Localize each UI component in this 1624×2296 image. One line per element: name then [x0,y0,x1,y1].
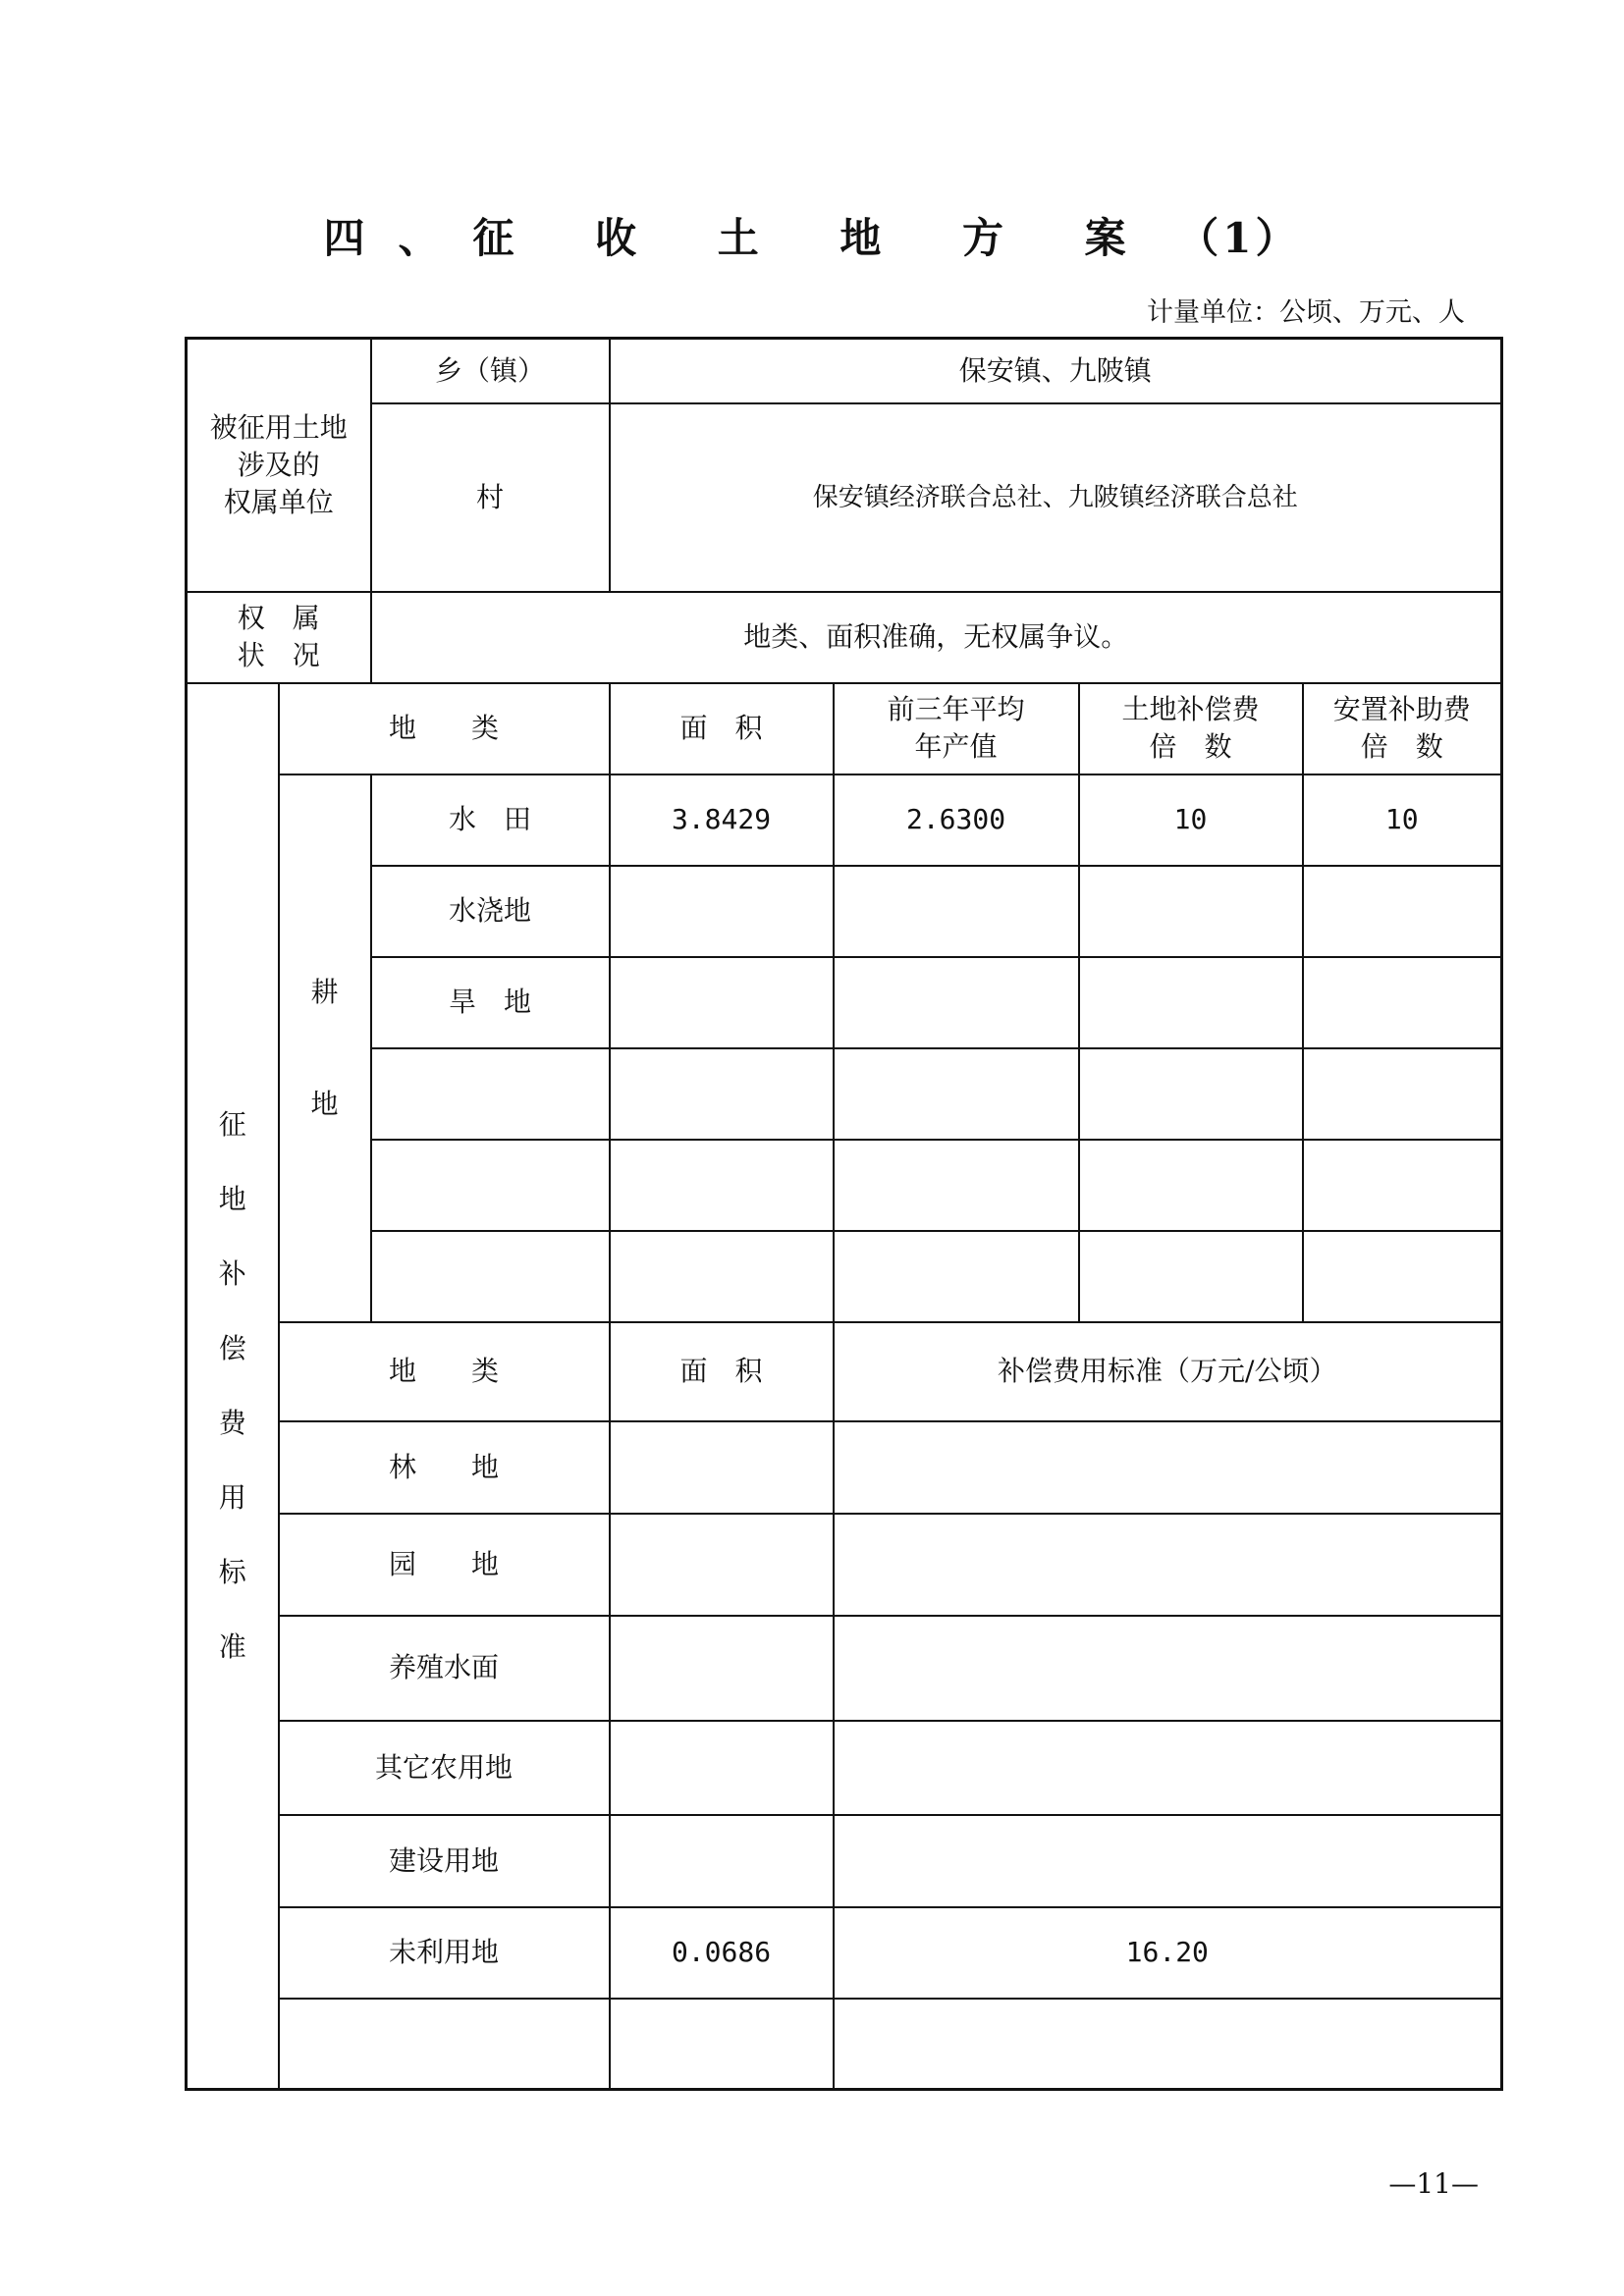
other-header-area: 面 积 [610,1322,834,1421]
other-type: 林 地 [279,1421,610,1514]
other-area [610,1421,834,1514]
table-row [187,866,1502,957]
header-land-comp-multiple: 土地补偿费 倍 数 [1079,683,1303,774]
status-value: 地类、面积准确，无权属争议。 [371,592,1502,683]
arable-type [371,1140,610,1231]
other-type: 建设用地 [279,1815,610,1907]
arable-land-comp: 10 [1079,774,1303,866]
arable-land-comp [1079,1231,1303,1322]
arable-land-comp [1079,1048,1303,1140]
arable-type: 水浇地 [371,866,610,957]
other-area [610,1616,834,1721]
arable-avg-output: 2.6300 [834,774,1079,866]
table-row [187,1048,1502,1140]
table-row [187,1231,1502,1322]
town-value: 保安镇、九陂镇 [610,339,1502,403]
village-value: 保安镇经济联合总社、九陂镇经济联合总社 [610,403,1502,592]
other-standard [834,1721,1502,1815]
compensation-section-label: 征 地 补 偿 费 用 标 准 [187,683,279,2090]
other-area [610,1999,834,2090]
ownership-section-label: 被征用土地 涉及的 权属单位 [187,339,371,592]
village-label: 村 [371,403,610,592]
header-land-type: 地 类 [279,683,610,774]
other-standard: 16.20 [834,1907,1502,1999]
header-avg-output: 前三年平均 年产值 [834,683,1079,774]
measurement-unit: 计量单位：公顷、万元、人 [1147,297,1465,328]
arable-resettle [1303,1140,1502,1231]
other-header-land-type: 地 类 [279,1322,610,1421]
other-standard [834,1999,1502,2090]
arable-avg-output [834,957,1079,1048]
arable-land-comp [1079,866,1303,957]
table-row [187,1421,1502,1514]
other-header-standard: 补偿费用标准（万元/公顷） [834,1322,1502,1421]
arable-land-label: 耕 地 [279,774,371,1322]
arable-avg-output [834,1048,1079,1140]
title-main: 四、征 收 土 地 方 案 [323,214,1160,262]
arable-type: 水 田 [371,774,610,866]
arable-resettle [1303,866,1502,957]
other-type: 未利用地 [279,1907,610,1999]
arable-area [610,1140,834,1231]
table-row [187,957,1502,1048]
land-acquisition-table [185,337,1503,2091]
arable-avg-output [834,866,1079,957]
arable-area [610,957,834,1048]
other-standard [834,1514,1502,1616]
table-row [187,1907,1502,1999]
other-type: 其它农用地 [279,1721,610,1815]
other-standard [834,1815,1502,1907]
other-area: 0.0686 [610,1907,834,1999]
title-suffix: （1） [1177,214,1301,262]
table-row [187,1514,1502,1616]
arable-area: 3.8429 [610,774,834,866]
arable-land-comp [1079,957,1303,1048]
other-area [610,1815,834,1907]
other-standard [834,1616,1502,1721]
arable-area [610,866,834,957]
other-type: 园 地 [279,1514,610,1616]
arable-area [610,1231,834,1322]
arable-resettle [1303,1048,1502,1140]
page-title [0,206,1624,265]
page-number: —11— [1388,2167,1479,2200]
other-area [610,1721,834,1815]
other-type: 养殖水面 [279,1616,610,1721]
other-area [610,1514,834,1616]
table-row [187,1999,1502,2090]
other-standard [834,1421,1502,1514]
header-area: 面 积 [610,683,834,774]
arable-avg-output [834,1231,1079,1322]
table-row [187,774,1502,866]
table-row [187,1616,1502,1721]
arable-area [610,1048,834,1140]
arable-resettle: 10 [1303,774,1502,866]
arable-type [371,1231,610,1322]
table-row [187,1815,1502,1907]
town-label: 乡（镇） [371,339,610,403]
arable-type: 旱 地 [371,957,610,1048]
header-resettle-multiple: 安置补助费 倍 数 [1303,683,1502,774]
table-row [187,1721,1502,1815]
table-row [187,1140,1502,1231]
arable-land-comp [1079,1140,1303,1231]
status-label: 权 属 状 况 [187,592,371,683]
arable-type [371,1048,610,1140]
arable-resettle [1303,1231,1502,1322]
arable-resettle [1303,957,1502,1048]
other-type [279,1999,610,2090]
arable-avg-output [834,1140,1079,1231]
